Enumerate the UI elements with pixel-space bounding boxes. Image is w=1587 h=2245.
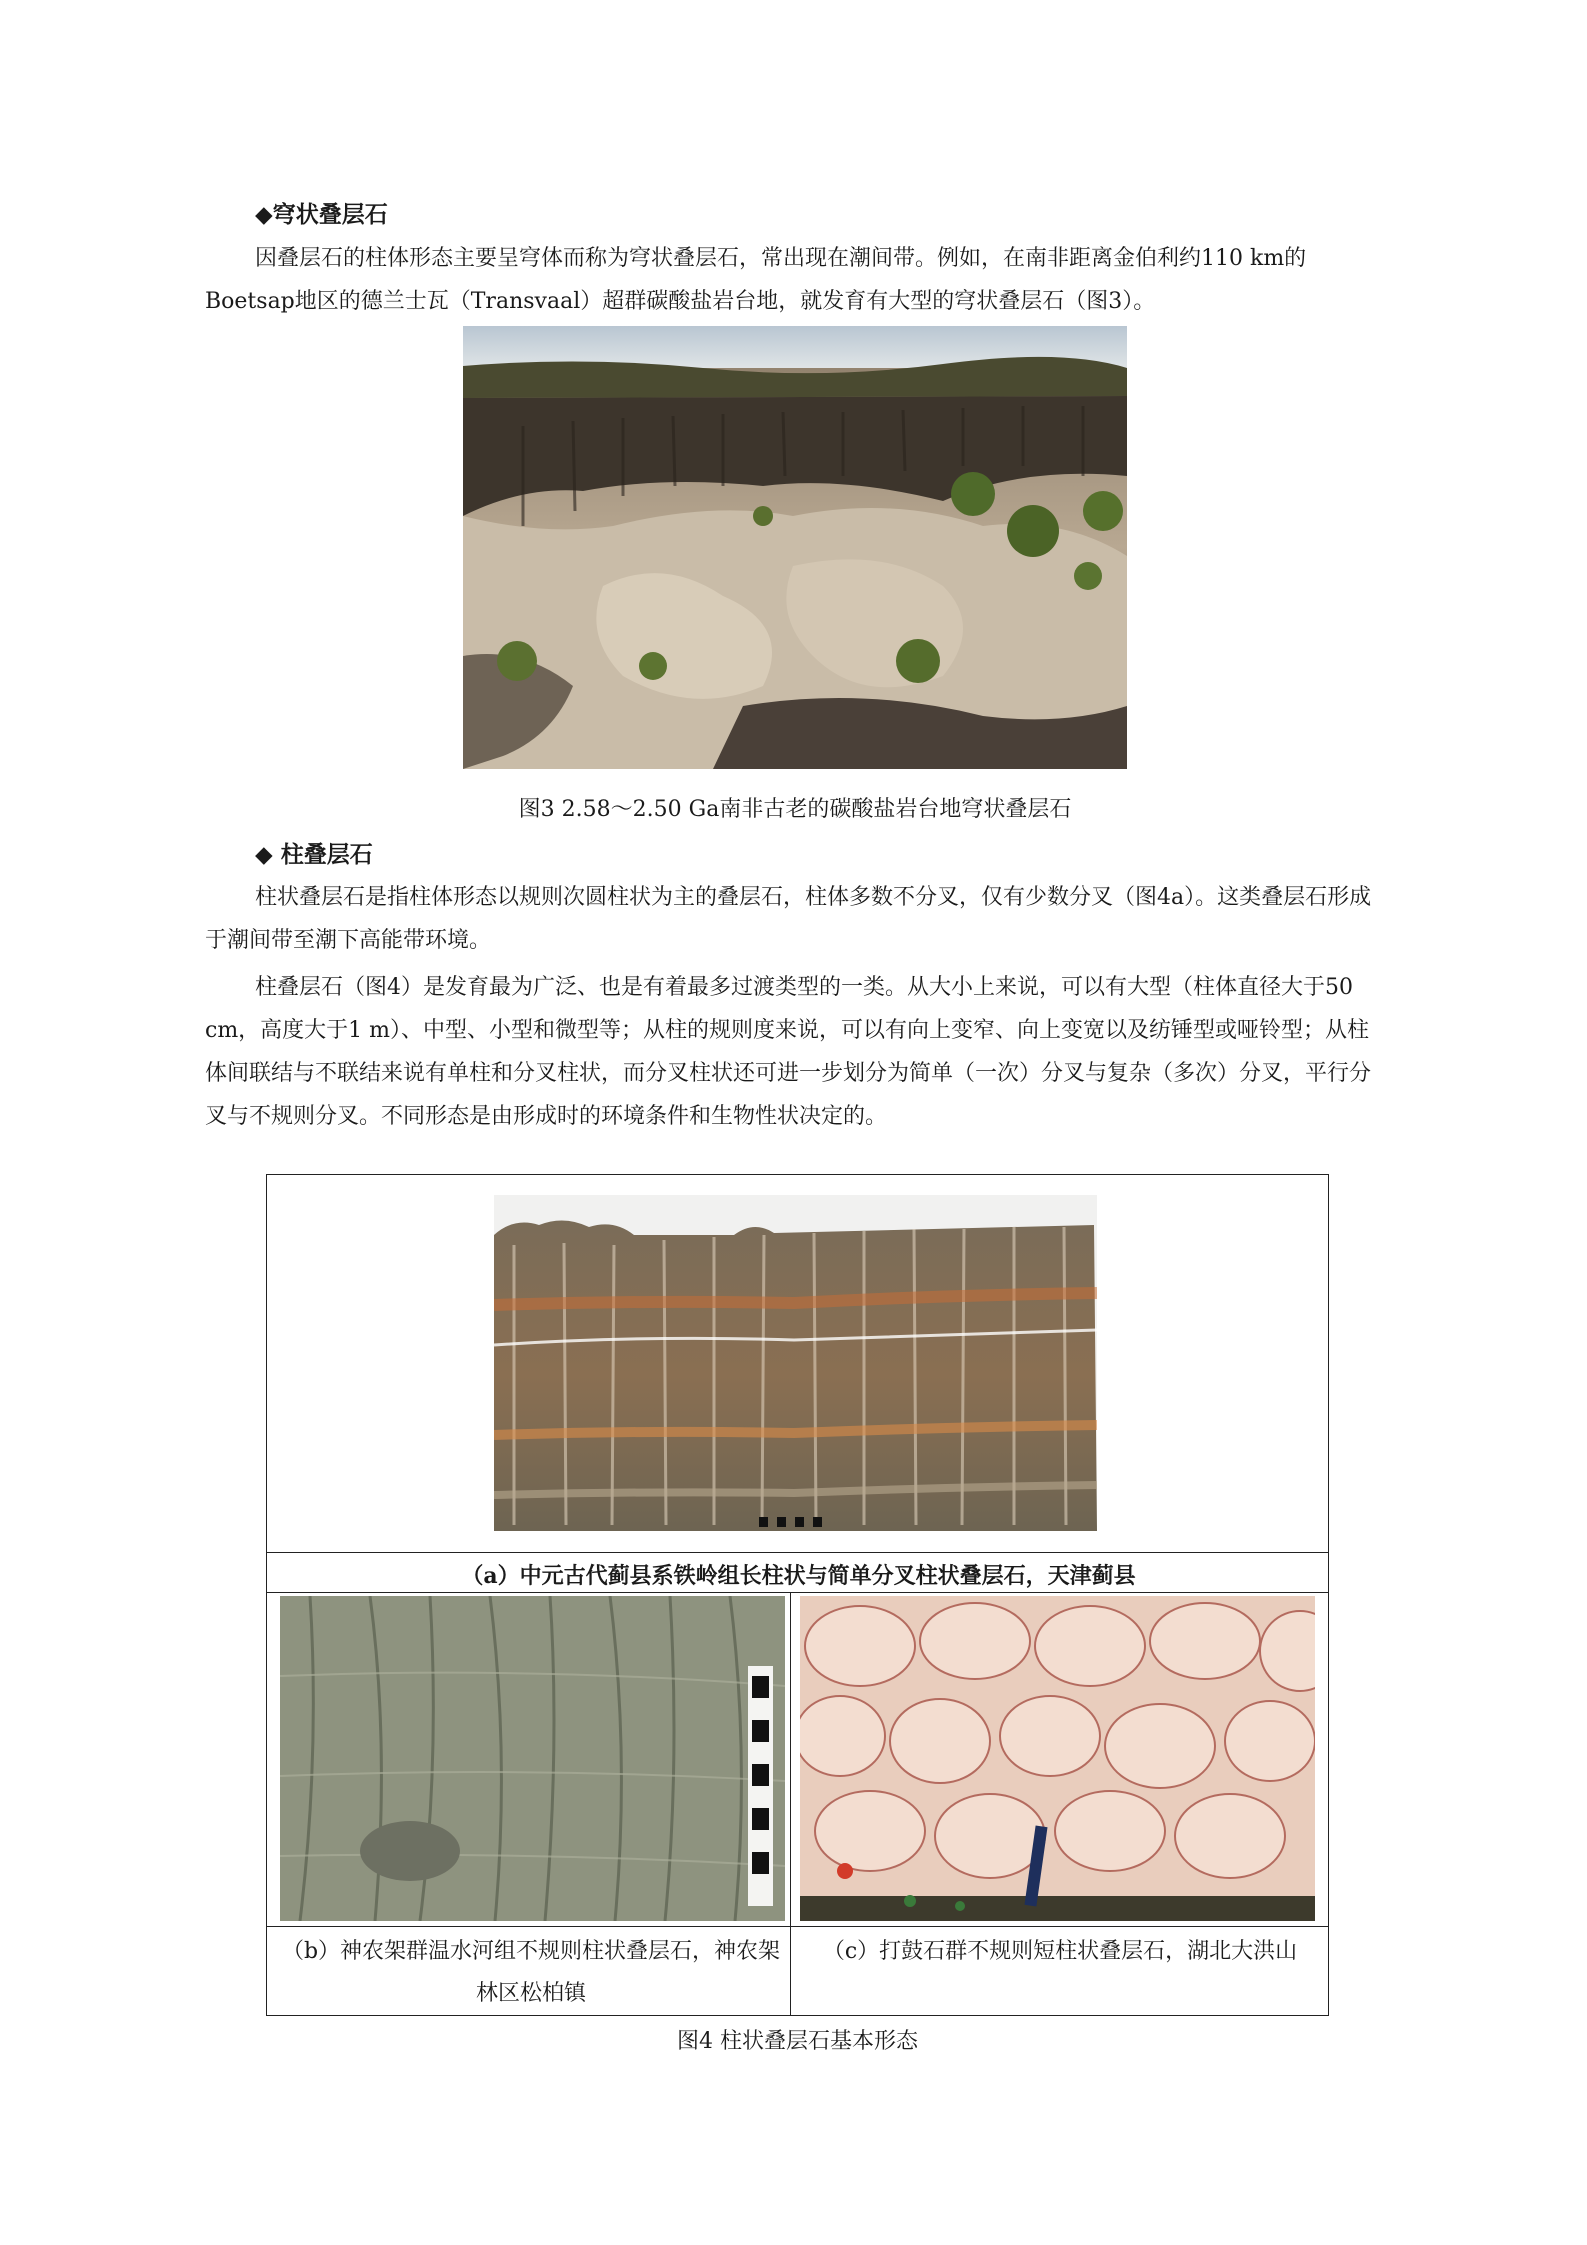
figure4a-caption: （a）中元古代蓟县系铁岭组长柱状与简单分叉柱状叠层石，天津蓟县	[461, 1563, 1136, 1589]
section-heading-dome-stromatolite: ◆穹状叠层石	[255, 201, 388, 228]
paragraph: 柱状叠层石是指柱体形态以规则次圆柱状为主的叠层石，柱体多数不分叉，仅有少数分叉（图4a）。这类叠层石形成于潮间带至潮下高能带环境。	[205, 885, 1372, 953]
paragraph: 柱叠层石（图4）是发育最为广泛、也是有着最多过渡类型的一类。从大小上来说，可以有大型（柱体直径大于50 cm，高度大于1 m）、中型、小型和微型等；从柱的规则度来说，可以有向上变窄、向上变宽以及纺锤型或哑铃型；从柱体间联结与不联结来说有单柱和分叉柱状，而分叉柱状还可进一步划分为简单（一次）分叉与复杂（多次）分叉，平行分叉与不规则分叉。不同形态是由形成时的环境条件和生物性状决定的。	[205, 975, 1372, 1129]
paragraph-line: 因叠层石的柱体形态主要呈穹体而称为穹状叠层石，常出现在潮间带。例如，在南非距离金伯利约110 km的	[255, 246, 1307, 271]
figure4b-caption: （b）神农架群温水河组不规则柱状叠层石，神农架林区松柏镇	[281, 1939, 781, 2006]
figure4c-photo	[800, 1596, 1315, 1921]
figure4b-photo	[280, 1596, 785, 1921]
figure4a-photo	[494, 1195, 1097, 1531]
figure4c-caption: （c）打鼓石群不规则短柱状叠层石，湖北大洪山	[822, 1939, 1298, 1964]
figure4-frame	[266, 1174, 1329, 2016]
figure3-caption: 图3 2.58～2.50 Ga南非古老的碳酸盐岩台地穹状叠层石	[518, 797, 1072, 822]
figure4-caption: 图4 柱状叠层石基本形态	[677, 2029, 918, 2054]
paragraph-line: Boetsap地区的德兰士瓦（Transvaal）超群碳酸盐岩台地，就发育有大型的穹状叠层石（图3）。	[205, 289, 1156, 314]
figure3-photo	[463, 326, 1127, 769]
section-heading-columnar-stromatolite: ◆ 柱叠层石	[255, 841, 373, 868]
